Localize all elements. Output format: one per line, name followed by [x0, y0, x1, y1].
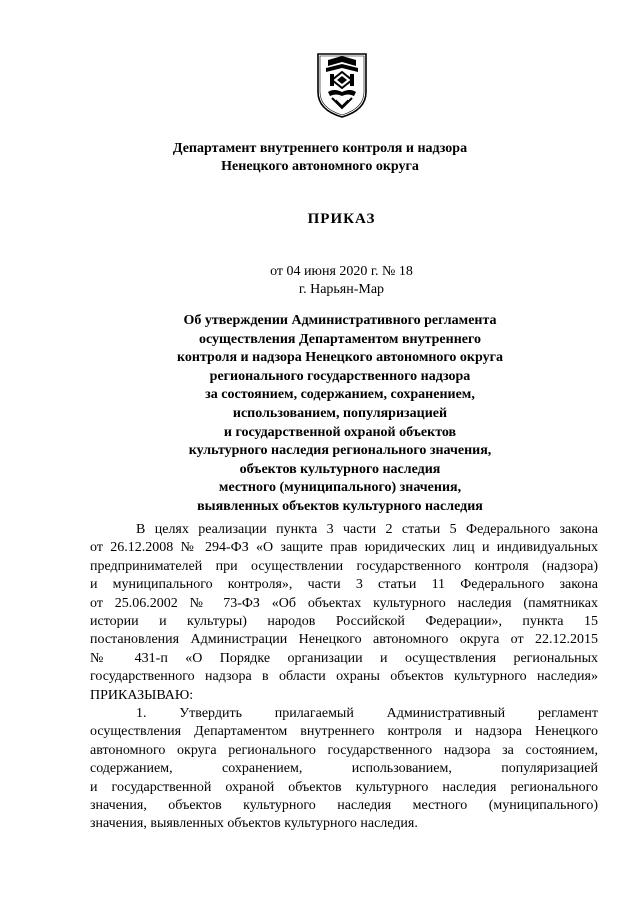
title-line: и государственной охраной объектов [223, 424, 457, 440]
title-line: местного (муниципального) значения, [218, 480, 462, 496]
organization-name-line-1: Департамент внутреннего контроля и надзора [172, 141, 468, 156]
title-line: Об утверждении Административного регламента [183, 313, 497, 328]
title-line: использованием, популяризацией [232, 405, 448, 421]
order-word: ПРИКАЗЫВАЮ: [90, 688, 194, 703]
preamble-line: и муниципального контроля», части 3 статьи 11 Федерального закона [90, 577, 598, 593]
preamble-line: В целях реализации пункта 3 части 2 статьи 5 Федерального закона [136, 522, 598, 537]
preamble-line: предпринимателей при осуществлении государственного контроля (надзора) [90, 558, 598, 574]
title-line: осуществления Департаментом внутреннего [198, 331, 482, 347]
document-title [80, 312, 600, 517]
title-line: выявленных объектов культурного наследия [197, 498, 483, 514]
document-place: г. Нарьян-Мар [298, 282, 385, 297]
preamble-line: государственного надзора в области охраны объектов культурного наследия» [90, 669, 598, 685]
title-line: объектов культурного наследия [239, 461, 441, 477]
nenets-coat-of-arms-icon [314, 50, 370, 120]
preamble-line: постановления Администрации Ненецкого автономного округа от 22.12.2015 [90, 632, 598, 648]
order-item-1 [90, 705, 598, 834]
preamble-line: № 431-п «О Порядке организации и осуществления региональных [90, 650, 598, 666]
item-line: значения, объектов культурного наследия местного (муниципального) [90, 798, 598, 814]
item-line: и государственной охраной объектов культурного наследия регионального [90, 779, 598, 795]
title-line: контроля и надзора Ненецкого автономного округа [177, 350, 503, 366]
preamble-line: от 26.12.2008 № 294-ФЗ «О защите прав юридических лиц и индивидуальных [90, 540, 598, 556]
item-line: осуществления Департаментом внутреннего контроля и надзора Ненецкого [90, 724, 598, 740]
preamble-line: истории и культуры) народов Российской Федерации», пункта 15 [90, 614, 598, 630]
preamble-paragraph [90, 521, 598, 687]
title-line: регионального государственного надзора [209, 368, 471, 384]
title-line: культурного наследия регионального значения, [188, 443, 492, 459]
document-type: ПРИКАЗ [307, 211, 376, 227]
item-line: 1. Утвердить прилагаемый Административный регламент [136, 706, 598, 721]
title-line: за состоянием, содержанием, сохранением, [205, 387, 475, 403]
preamble-line: от 25.06.2002 № 73-ФЗ «Об объектах культурного наследия (памятниках [90, 595, 598, 611]
item-line: значения, выявленных объектов культурного наследия. [90, 816, 418, 832]
item-line: содержанием, сохранением, использованием, популяризацией [90, 761, 598, 777]
item-line: автономного округа регионального государственного надзора за состоянием, [90, 742, 598, 758]
document-date-number: от 04 июня 2020 г. № 18 [270, 264, 413, 279]
organization-name-line-2: Ненецкого автономного округа [221, 159, 419, 174]
